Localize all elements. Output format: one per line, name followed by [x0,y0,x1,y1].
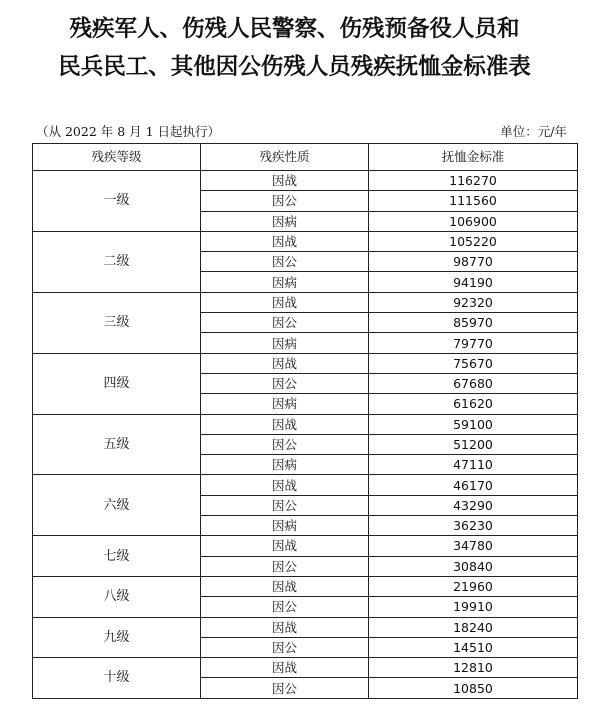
table-row [33,475,578,495]
pension-standard-table [32,143,578,699]
grade-cell: 八级 [33,576,201,617]
nature-cell: 因战 [201,536,369,556]
page-title-line-1: 残疾军人、伤残人民警察、伤残预备役人员和 [69,16,520,42]
table-row [33,536,578,556]
table-body [33,171,578,699]
grade-cell: 七级 [33,536,201,577]
amount-cell: 79770 [369,333,578,353]
table-meta [36,122,567,140]
amount-cell: 116270 [369,171,578,191]
table-row [33,658,578,678]
amount-cell: 19910 [369,597,578,617]
amount-cell: 98770 [369,252,578,272]
grade-cell: 五级 [33,414,201,475]
effective-date-note: （从 2022 年 8 月 1 日起执行） [36,124,221,139]
amount-cell: 85970 [369,313,578,333]
nature-cell: 因战 [201,292,369,312]
nature-cell: 因公 [201,191,369,211]
amount-cell: 43290 [369,495,578,515]
amount-cell: 14510 [369,637,578,657]
nature-cell: 因公 [201,373,369,393]
amount-cell: 51200 [369,434,578,454]
grade-cell: 六级 [33,475,201,536]
nature-cell: 因公 [201,678,369,698]
amount-cell: 47110 [369,455,578,475]
table-row [33,576,578,596]
nature-cell: 因战 [201,617,369,637]
page-title [0,10,589,86]
grade-cell: 二级 [33,231,201,292]
nature-cell: 因病 [201,211,369,231]
nature-cell: 因战 [201,353,369,373]
table-row [33,292,578,312]
table-row [33,414,578,434]
grade-cell: 十级 [33,658,201,699]
amount-cell: 34780 [369,536,578,556]
nature-cell: 因公 [201,637,369,657]
grade-cell: 三级 [33,292,201,353]
nature-cell: 因公 [201,434,369,454]
nature-cell: 因病 [201,333,369,353]
page-title-line-2: 民兵民工、其他因公伤残人员残疾抚恤金标准表 [58,54,531,80]
header-nature: 残疾性质 [201,144,369,171]
nature-cell: 因战 [201,576,369,596]
amount-cell: 92320 [369,292,578,312]
table-row [33,231,578,251]
nature-cell: 因战 [201,658,369,678]
amount-cell: 106900 [369,211,578,231]
amount-cell: 75670 [369,353,578,373]
amount-cell: 18240 [369,617,578,637]
grade-cell: 一级 [33,171,201,232]
table-row [33,171,578,191]
nature-cell: 因病 [201,516,369,536]
nature-cell: 因战 [201,414,369,434]
nature-cell: 因战 [201,475,369,495]
amount-cell: 61620 [369,394,578,414]
table-row [33,353,578,373]
amount-cell: 94190 [369,272,578,292]
amount-cell: 46170 [369,475,578,495]
nature-cell: 因公 [201,597,369,617]
amount-cell: 36230 [369,516,578,536]
nature-cell: 因病 [201,455,369,475]
header-grade: 残疾等级 [33,144,201,171]
unit-label: 单位：元/年 [500,124,567,139]
nature-cell: 因病 [201,394,369,414]
grade-cell: 四级 [33,353,201,414]
nature-cell: 因战 [201,231,369,251]
amount-cell: 21960 [369,576,578,596]
table-header-row [33,144,578,171]
amount-cell: 12810 [369,658,578,678]
amount-cell: 67680 [369,373,578,393]
nature-cell: 因战 [201,171,369,191]
nature-cell: 因公 [201,556,369,576]
amount-cell: 10850 [369,678,578,698]
nature-cell: 因公 [201,252,369,272]
amount-cell: 30840 [369,556,578,576]
amount-cell: 59100 [369,414,578,434]
grade-cell: 九级 [33,617,201,658]
nature-cell: 因公 [201,313,369,333]
amount-cell: 111560 [369,191,578,211]
nature-cell: 因病 [201,272,369,292]
header-amount: 抚恤金标准 [369,144,578,171]
table-row [33,617,578,637]
amount-cell: 105220 [369,231,578,251]
nature-cell: 因公 [201,495,369,515]
